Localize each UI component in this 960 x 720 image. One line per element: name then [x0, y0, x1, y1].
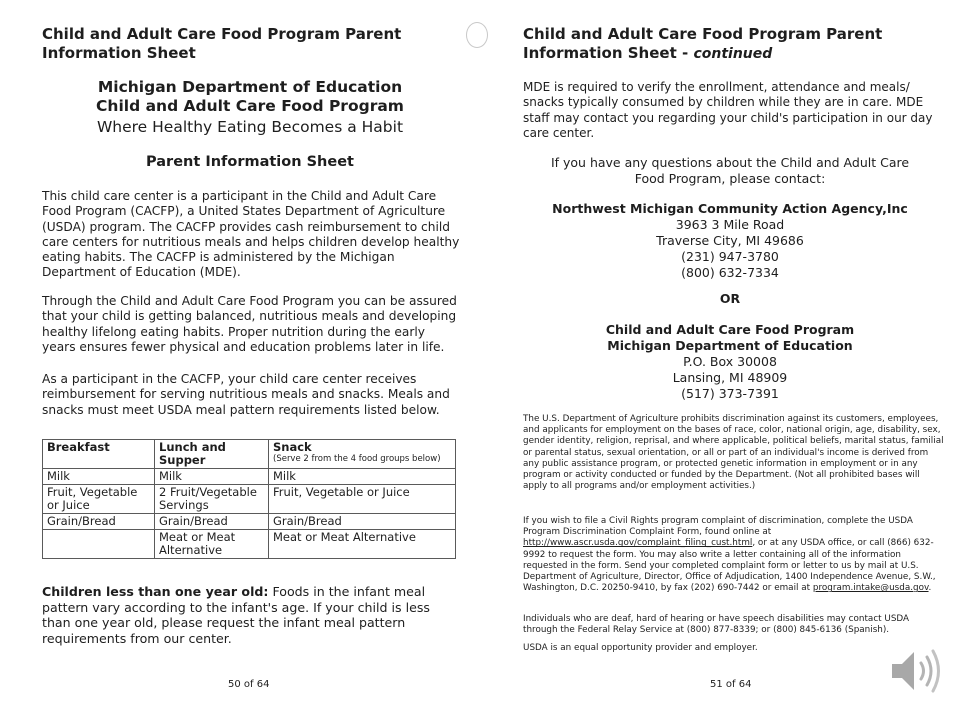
- mde-title-line-2: Child and Adult Care Food Program: [96, 97, 404, 115]
- table-cell: Milk: [43, 469, 155, 485]
- header-line-2: Information Sheet: [42, 44, 196, 62]
- equal-opportunity-note: USDA is an equal opportunity provider and employer.: [523, 643, 758, 653]
- table-cell: [43, 530, 155, 559]
- nondiscrimination-statement: The U.S. Department of Agriculture prohibits discrimination against its customers, employees, and applicants for employment on the bases of race, color, national origin, age, disability, sex, gender identity, religion, reprisal, and where applicable, political beliefs, marital status, familial or parental status, sexual orientation, or all or part of an individual's income is derived from any public assistance program, or protected genetic information in employment or in any program or activity conducted or funded by the Department. (Not all prohibited bases will apply to all programs and/or employment activities.): [523, 414, 944, 492]
- contact-city: Traverse City, MI 49686: [656, 233, 804, 248]
- section-title: Parent Information Sheet: [146, 154, 354, 170]
- page-number-left: 50 of 64: [228, 679, 270, 690]
- table-header-lunch-supper: Lunch and Supper: [155, 440, 269, 469]
- table-cell: Meat or Meat Alternative: [155, 530, 269, 559]
- table-cell: Milk: [155, 469, 269, 485]
- table-cell: 2 Fruit/Vegetable Servings: [155, 485, 269, 514]
- table-cell: Meat or Meat Alternative: [269, 530, 456, 559]
- contact-phone: (231) 947-3780: [681, 249, 779, 264]
- left-page-header: [42, 25, 442, 63]
- table-row: [43, 514, 456, 530]
- complaint-text-2: , or at any USDA office, or call (866) 632-9992 to request the form. You may also write a letter containing all of the information requested in the form. Send your completed complaint form or letter to us by mail at U.S. Department of Agriculture, Director, Office of Adjudication, 1400 Independence Avenue, S.W., Washington, D.C. 20250-9410, by fax (202) 690-7442 or email at: [523, 538, 936, 594]
- paragraph-infant-note: [42, 584, 460, 646]
- infant-note-text: Foods in the infant meal pattern vary according to the infant's age. If your child is less than one year old, please request the infant meal pattern requirements from our center.: [42, 584, 430, 646]
- mde-title-block: [40, 78, 460, 137]
- mde-title-line-1: Michigan Department of Education: [97, 78, 403, 96]
- table-row: [43, 485, 456, 514]
- snack-header-label: Snack: [273, 440, 312, 454]
- paragraph-cacfp-intro: This child care center is a participant in the Child and Adult Care Food Program (CACFP), a United States Department of Agriculture (USDA) program. The CACFP provides cash reimbursement to child care centers for nutritious meals and helps children develop healthy eating habits. The CACFP is administered by the Michigan Department of Education (MDE).: [42, 189, 460, 280]
- table-cell: Fruit, Vegetable or Juice: [269, 485, 456, 514]
- header-line-2: [523, 44, 943, 64]
- table-row: [43, 469, 456, 485]
- right-page-header: [523, 25, 943, 64]
- questions-block: [520, 155, 940, 187]
- table-row: [43, 530, 456, 559]
- complaint-form-link[interactable]: http://www.ascr.usda.gov/complaint_filing_cust.html: [523, 538, 753, 549]
- contact-po-box: P.O. Box 30008: [683, 354, 777, 369]
- contact-address: 3963 3 Mile Road: [675, 217, 785, 232]
- infant-note-lead: Children less than one year old:: [42, 584, 269, 599]
- or-separator: OR: [719, 291, 741, 306]
- mde-slogan: Where Healthy Eating Becomes a Habit: [96, 118, 404, 136]
- contact-org-name: Northwest Michigan Community Action Agency,Inc: [552, 201, 908, 216]
- table-cell: Grain/Bread: [43, 514, 155, 530]
- relay-service-note: Individuals who are deaf, hard of hearing or have speech disabilities may contact USDA through the Federal Relay Service at (800) 877-8339; or (800) 845-6136 (Spanish).: [523, 614, 910, 636]
- contact-mde: [520, 322, 940, 402]
- table-cell: Grain/Bread: [155, 514, 269, 530]
- paragraph-assurance: Through the Child and Adult Care Food Program you can be assured that your child is getting balanced, nutritious meals and developing healthy lifelong eating habits. Proper nutrition during the early years ensures fewer physical and education problems later in life.: [42, 294, 457, 354]
- contact-phone: (800) 632-7334: [681, 265, 779, 280]
- table-cell: Fruit, Vegetable or Juice: [43, 485, 155, 514]
- program-intake-email-link[interactable]: program.intake@usda.gov: [812, 583, 929, 594]
- complaint-text-1: If you wish to file a Civil Rights program complaint of discrimination, complete the USDA Program Discrimination Complaint Form, found online at: [523, 516, 913, 538]
- header-line-1: Child and Adult Care Food Program Parent: [42, 25, 402, 43]
- paragraph-mde-verify: MDE is required to verify the enrollment, attendance and meals/ snacks typically consumed by children while they are in care. MDE staff may contact you regarding your child's participation in our day care center.: [523, 80, 933, 140]
- header-line-1: Child and Adult Care Food Program Parent: [523, 25, 883, 43]
- right-page: [480, 0, 960, 720]
- contact-dept-name: Michigan Department of Education: [607, 338, 853, 353]
- meal-pattern-table: [42, 439, 456, 559]
- contact-phone: (517) 373-7391: [681, 386, 779, 401]
- complaint-instructions: [523, 516, 945, 594]
- header-line-2-text: Information Sheet -: [523, 44, 689, 62]
- contact-northwest: [520, 201, 940, 281]
- table-cell: Grain/Bread: [269, 514, 456, 530]
- contact-org-name: Child and Adult Care Food Program: [605, 322, 855, 337]
- questions-line-2: Food Program, please contact:: [634, 171, 826, 186]
- contact-city: Lansing, MI 48909: [672, 370, 788, 385]
- complaint-text-3: .: [928, 583, 932, 594]
- paragraph-reimbursement: As a participant in the CACFP, your child care center receives reimbursement for serving nutritious meals and snacks. Meals and snacks must meet USDA meal pattern requirements listed below.: [42, 372, 450, 417]
- questions-line-1: If you have any questions about the Child and Adult Care: [550, 155, 910, 170]
- table-header-snack: [269, 440, 456, 469]
- header-continued: continued: [693, 46, 773, 62]
- table-header-row: [43, 440, 456, 469]
- table-header-breakfast: Breakfast: [43, 440, 155, 469]
- speaker-icon[interactable]: [886, 644, 946, 698]
- page-number-right: 51 of 64: [710, 679, 752, 690]
- table-cell: Milk: [269, 469, 456, 485]
- snack-header-note: (Serve 2 from the 4 food groups below): [273, 454, 441, 464]
